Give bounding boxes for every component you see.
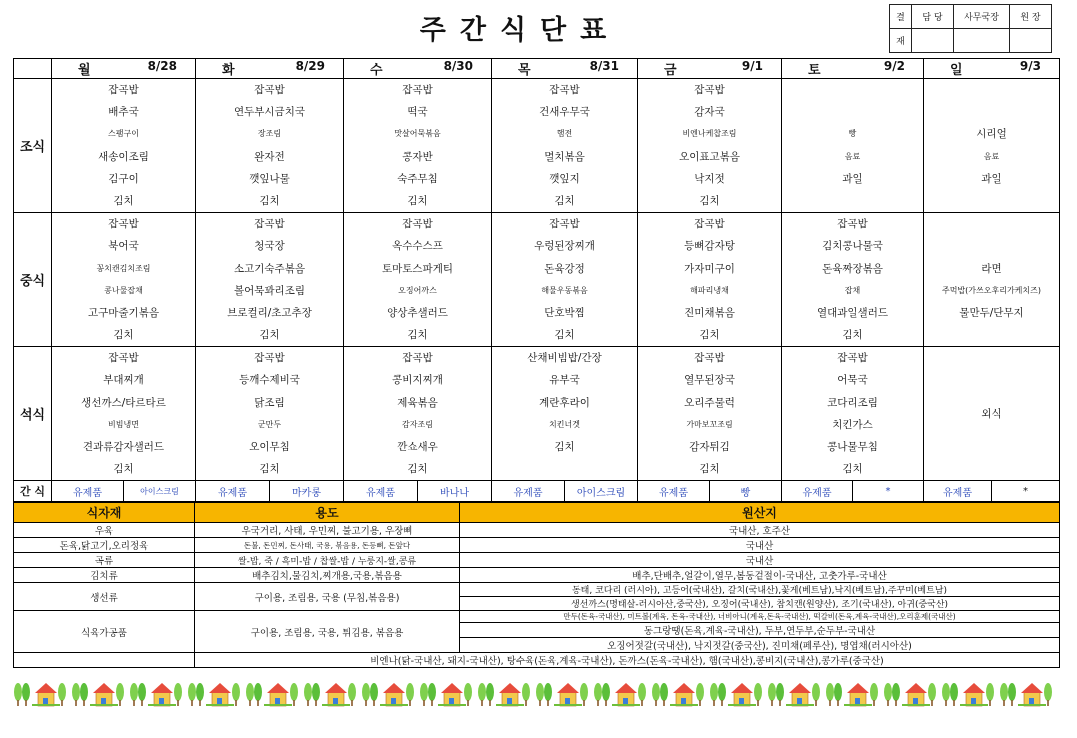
menu-item: 햄전 (556, 129, 573, 139)
menu-cell (638, 213, 782, 347)
snack-cell (344, 481, 492, 502)
menu-item: 계란후라이 (539, 396, 590, 409)
menu-item: 감자튀김 (689, 441, 730, 453)
menu-item: 맛살어묵볶음 (394, 129, 441, 139)
origin-value: 국내산, 호주산 (460, 523, 1060, 538)
tree-icon (232, 683, 240, 701)
menu-item: 김치 (842, 463, 863, 476)
menu-item: 새송이조림 (98, 150, 149, 163)
tree-icon (696, 683, 704, 701)
menu-item: 오징어까스 (398, 285, 437, 295)
menu-item: 소고기숙주볶음 (233, 262, 305, 275)
tree-icon (22, 683, 30, 701)
menu-item: 해파리냉채 (690, 285, 729, 295)
menu-item: 김치 (407, 194, 428, 207)
tree-icon (174, 683, 182, 701)
menu-cell (196, 213, 344, 347)
menu-item: 잡곡밥 (837, 352, 868, 365)
tree-icon (660, 683, 668, 701)
menu-cell (924, 213, 1060, 347)
day-date: 8/28 (147, 59, 177, 73)
menu-item: 부대찌개 (103, 374, 144, 387)
menu-item: 청국장 (254, 240, 285, 253)
day-name: 월 (78, 63, 91, 78)
tree-icon (196, 683, 204, 701)
origin-row (14, 538, 1060, 553)
approval-sign-cell[interactable] (1010, 29, 1052, 53)
menu-item: 우렁된장찌개 (534, 240, 595, 253)
menu-item: 가마보꼬조림 (686, 419, 733, 429)
menu-item: 김치 (699, 194, 720, 207)
menu-item: 김치 (407, 463, 428, 476)
menu-item: 스팸구이 (108, 129, 139, 139)
menu-item: 잡곡밥 (837, 218, 868, 231)
tree-icon (580, 683, 588, 701)
menu-item: 김치 (259, 194, 280, 207)
meal-label: 조식 (14, 79, 52, 213)
menu-item: 김치 (407, 329, 428, 342)
menu-cell (344, 79, 492, 213)
snack-cell (196, 481, 344, 502)
menu-item: 오이표고볶음 (679, 150, 740, 163)
tree-icon (776, 683, 784, 701)
menu-item: 김치 (113, 463, 134, 476)
menu-item: 외식 (981, 407, 1002, 420)
tree-icon (884, 683, 892, 701)
menu-cell (492, 347, 638, 481)
snack-cell (638, 481, 782, 502)
menu-item (782, 190, 923, 212)
origin-ingredient: 식육가공품 (14, 611, 195, 653)
tree-icon (464, 683, 472, 701)
origin-value: 배추,단배추,얼갈이,열무,봄동겉절이-국내산, 고춧가루-국내산 (460, 568, 1060, 583)
menu-item: 감자조림 (402, 419, 433, 429)
menu-item: 닭조림 (254, 396, 285, 409)
menu-item: 토마토스파게티 (381, 262, 453, 275)
menu-item: 오리주물럭 (684, 396, 735, 409)
approval-sign-cell[interactable] (954, 29, 1010, 53)
origin-ingredient: 김치류 (14, 568, 195, 583)
menu-cell (196, 79, 344, 213)
tree-icon (892, 683, 900, 701)
tree-icon (304, 683, 312, 701)
tree-icon (138, 683, 146, 701)
snack-cell (492, 481, 638, 502)
meal-row (14, 347, 1060, 481)
day-date: 9/2 (883, 59, 905, 73)
tree-icon (362, 683, 370, 701)
menu-cell (782, 347, 924, 481)
menu-cell (924, 79, 1060, 213)
origin-use: 배추김치,물김치,찌개용,국용,볶음용 (195, 568, 460, 583)
corner-cell (14, 59, 52, 79)
menu-item: 볼어묵꽈리조림 (233, 284, 305, 297)
menu-cell (492, 213, 638, 347)
menu-cell (52, 79, 196, 213)
menu-item: 콩나물잡채 (104, 285, 143, 295)
tree-icon (638, 683, 646, 701)
snack-label: 간 식 (14, 481, 52, 502)
menu-item: 김치 (554, 329, 575, 342)
menu-item: 김치 (259, 463, 280, 476)
menu-item: 과일 (842, 172, 863, 185)
menu-cell (492, 79, 638, 213)
menu-item: 생선까스/타르타르 (81, 396, 166, 409)
menu-item: 어묵국 (837, 374, 868, 387)
menu-item (924, 101, 1059, 123)
day-date: 9/3 (1019, 59, 1041, 73)
menu-item (924, 79, 1059, 101)
menu-item: 떡국 (407, 106, 428, 119)
tree-icon (754, 683, 762, 701)
approval-col-manager: 담 당 (912, 5, 954, 29)
day-header (782, 59, 924, 79)
menu-item (782, 101, 923, 123)
menu-cell (638, 347, 782, 481)
menu-item: 과일 (981, 172, 1002, 185)
tree-icon (718, 683, 726, 701)
snack-item: 마카롱 (269, 481, 343, 501)
day-header (492, 59, 638, 79)
tree-icon (348, 683, 356, 701)
menu-item: 낙지젓 (694, 172, 725, 185)
meal-label: 중식 (14, 213, 52, 347)
menu-item: 김치 (259, 329, 280, 342)
menu-item: 잡곡밥 (254, 84, 285, 96)
menu-item (924, 190, 1059, 212)
menu-item: 잡곡밥 (402, 218, 433, 231)
menu-item: 코다리조림 (827, 396, 878, 409)
menu-item: 열무된장국 (684, 374, 735, 387)
approval-box (889, 4, 1052, 53)
menu-item: 돈육짜장볶음 (822, 262, 883, 275)
menu-item: 잡곡밥 (694, 218, 725, 231)
menu-item (924, 213, 1059, 235)
snack-item: 아이스크림 (564, 481, 637, 501)
origin-ingredient: 우육 (14, 523, 195, 538)
tree-icon (522, 683, 530, 701)
menu-item: 음료 (844, 151, 861, 161)
menu-item: 김치 (699, 329, 720, 342)
menu-item: 김치 (699, 463, 720, 476)
tree-icon (370, 683, 378, 701)
day-date: 8/29 (295, 59, 325, 73)
day-name: 일 (950, 63, 963, 78)
origin-header-row (14, 503, 1060, 523)
day-header (344, 59, 492, 79)
tree-icon (710, 683, 718, 701)
meal-row (14, 213, 1060, 347)
menu-cell (196, 347, 344, 481)
day-date: 8/30 (443, 59, 473, 73)
tree-icon (1008, 683, 1016, 701)
page-title: 주간식단표 (419, 15, 621, 46)
menu-item: 산채비빔밥/간장 (527, 352, 602, 365)
approval-sign-cell[interactable] (912, 29, 954, 53)
tree-icon (544, 683, 552, 701)
menu-item: 꽁치캔김치조림 (96, 263, 151, 273)
menu-item: 유부국 (549, 374, 580, 387)
menu-item: 등깨수제비국 (239, 374, 300, 387)
menu-item: 김치 (113, 329, 134, 342)
menu-item: 북어국 (108, 240, 139, 253)
menu-item: 시리얼 (976, 128, 1007, 141)
origin-use: 돈불, 돈민찌, 돈사태, 국용, 볶음용, 돈등뼈, 돈앞다 (195, 538, 460, 553)
tree-icon (986, 683, 994, 701)
origin-value: 만두(돈육-국내산), 미트볼(계육, 돈육-국내산), 너비아니(계육,돈육-국내산), 떡갈비(돈육,계육-국내산),오리훈제(국내산) (460, 611, 1060, 623)
menu-item: 잡곡밥 (549, 84, 580, 96)
menu-cell (52, 347, 196, 481)
origin-value: 국내산 (460, 538, 1060, 553)
menu-item: 잡곡밥 (108, 352, 139, 365)
menu-item: 잡곡밥 (402, 84, 433, 96)
approval-col-director: 사무국장 (954, 5, 1010, 29)
menu-item: 양상추샐러드 (387, 306, 448, 319)
origin-ingredient: 생선류 (14, 583, 195, 611)
snack-item: 유제품 (513, 487, 543, 499)
tree-icon (58, 683, 66, 701)
day-name: 화 (222, 63, 235, 78)
origin-value: 국내산 (460, 553, 1060, 568)
snack-item: 유제품 (943, 487, 972, 499)
menu-item: 콩나물무침 (827, 441, 878, 453)
tree-icon (602, 683, 610, 701)
menu-item: 잡곡밥 (254, 218, 285, 231)
tree-icon (406, 683, 414, 701)
tree-icon (652, 683, 660, 701)
day-date: 8/31 (589, 59, 619, 73)
menu-item: 주먹밥(가쓰오후리가케치즈) (942, 285, 1041, 295)
snack-item: 유제품 (802, 487, 832, 499)
menu-item: 깻잎지 (549, 172, 580, 185)
origin-value: 오징어젓갈(국내산), 낙지젓갈(중국산), 진미채(페루산), 명엽채(러시아산) (460, 638, 1060, 653)
tree-icon (834, 683, 842, 701)
menu-item (782, 79, 923, 101)
menu-item: 물만두/단무지 (959, 306, 1024, 319)
origin-use: 구이용, 조림용, 국용, 튀김용, 볶음용 (195, 611, 460, 653)
origin-table (13, 502, 1060, 668)
day-header-row (14, 59, 1060, 79)
origin-header-ingredient: 식자재 (14, 503, 195, 523)
snack-item: 빵 (709, 481, 781, 501)
menu-item: 감자국 (694, 106, 725, 119)
origin-ingredient: 곡류 (14, 553, 195, 568)
origin-row (14, 568, 1060, 583)
snack-item: * (852, 481, 923, 501)
weekly-menu-table (13, 58, 1060, 502)
snack-cell (782, 481, 924, 502)
day-header (924, 59, 1060, 79)
tree-icon (116, 683, 124, 701)
day-name: 목 (518, 63, 531, 78)
tree-icon (246, 683, 254, 701)
menu-item: 김치 (113, 194, 134, 207)
tree-icon (870, 683, 878, 701)
day-name: 수 (370, 63, 383, 78)
snack-item: * (991, 481, 1059, 501)
tree-icon (130, 683, 138, 701)
origin-value: 생선까스(명태살-러시아산,중국산), 오징어(국내산), 참치캔(원양산), 조기(국내산), 아귀(중국산) (460, 597, 1060, 611)
menu-item: 콩비지찌개 (392, 374, 443, 387)
tree-icon (950, 683, 958, 701)
menu-item: 라면 (981, 262, 1002, 275)
snack-item: 유제품 (218, 487, 247, 499)
origin-ingredient: 돈육,닭고기,오리정육 (14, 538, 195, 553)
menu-item (924, 235, 1059, 257)
tree-icon (812, 683, 820, 701)
tree-icon (826, 683, 834, 701)
menu-item: 잡채 (844, 285, 861, 295)
origin-row (14, 523, 1060, 538)
tree-icon (536, 683, 544, 701)
tree-icon (14, 683, 22, 701)
menu-cell (782, 79, 924, 213)
menu-item: 고구마줄기볶음 (87, 306, 159, 319)
snack-item: 유제품 (73, 487, 102, 499)
origin-header-use: 용도 (195, 503, 460, 523)
menu-item: 잡곡밥 (108, 84, 139, 96)
menu-cell (638, 79, 782, 213)
menu-item (492, 458, 637, 480)
menu-item: 진미채볶음 (684, 306, 735, 319)
snack-item: 유제품 (366, 487, 395, 499)
tree-icon (928, 683, 936, 701)
menu-item: 김치 (842, 329, 863, 342)
menu-item: 등뼈감자탕 (684, 240, 735, 253)
menu-item: 김치 (554, 194, 575, 207)
approval-side-label: 재 (890, 29, 912, 53)
tree-icon (420, 683, 428, 701)
menu-item: 완자전 (254, 150, 285, 163)
origin-header-origin: 원산지 (460, 503, 1060, 523)
origin-use: 우국거리, 사태, 우민찌, 불고기용, 우장삐 (195, 523, 460, 538)
menu-item: 김치콩나물국 (822, 240, 883, 253)
origin-spacer (14, 653, 195, 668)
menu-item: 잡곡밥 (254, 352, 285, 365)
tree-icon (290, 683, 298, 701)
snack-item: 아이스크림 (123, 481, 195, 501)
tree-icon (486, 683, 494, 701)
snack-cell (924, 481, 1060, 502)
tree-icon (768, 683, 776, 701)
day-name: 토 (808, 63, 821, 78)
tree-icon (428, 683, 436, 701)
day-header (196, 59, 344, 79)
menu-item: 견과류감자샐러드 (82, 441, 165, 453)
origin-row (14, 583, 1060, 597)
menu-cell (52, 213, 196, 347)
menu-item: 단호박찜 (544, 306, 585, 319)
menu-item: 배추국 (108, 106, 139, 119)
menu-item: 치킨너겟 (549, 419, 580, 429)
menu-item: 잡곡밥 (402, 352, 433, 365)
menu-item: 깻잎나물 (249, 172, 290, 185)
menu-item: 김치 (554, 441, 575, 453)
tree-icon (478, 683, 486, 701)
tree-icon (80, 683, 88, 701)
snack-item: 유제품 (659, 487, 688, 499)
day-header (638, 59, 782, 79)
approval-side-label: 결 (890, 5, 912, 29)
menu-item: 콩자반 (402, 150, 433, 163)
snack-cell (52, 481, 196, 502)
menu-item: 장조림 (257, 129, 282, 139)
menu-cell (924, 347, 1060, 481)
tree-icon (254, 683, 262, 701)
tree-icon (312, 683, 320, 701)
origin-row (14, 553, 1060, 568)
menu-item: 숙주무침 (397, 172, 438, 185)
origin-row (14, 611, 1060, 623)
menu-item: 건새우무국 (539, 106, 590, 119)
menu-item: 군만두 (257, 419, 282, 429)
origin-use: 구이용, 조림용, 국용 (무침,볶음용) (195, 583, 460, 611)
menu-item: 열대과일샐러드 (816, 306, 888, 319)
menu-item: 비빔냉면 (108, 419, 139, 429)
day-header (52, 59, 196, 79)
tree-icon (72, 683, 80, 701)
origin-value: 비엔나(닭-국내산, 돼지-국내산), 탕수육(돈육,계육-국내산), 돈까스(돈육-국내산), 햄(국내산),콩비지(국내산),콩가루(중국산) (195, 653, 1060, 668)
origin-value: 동태, 코다리 (러시아), 고등어(국내산), 갈치(국내산),꽃게(베트남),낙지(베트남),주꾸미(베트남) (460, 583, 1060, 597)
approval-col-head: 원 장 (1010, 5, 1052, 29)
menu-cell (782, 213, 924, 347)
menu-item: 김구이 (108, 172, 139, 185)
tree-icon (942, 683, 950, 701)
origin-row (14, 653, 1060, 668)
menu-item: 깐쇼새우 (397, 441, 438, 453)
origin-use: 쌀-밥, 죽 / 흑미-밥 / 찹쌀-밥 / 누룽지-쌀,콩류 (195, 553, 460, 568)
menu-item: 옥수수스프 (392, 240, 443, 253)
menu-cell (344, 213, 492, 347)
menu-item: 제육볶음 (397, 396, 438, 409)
tree-icon (1000, 683, 1008, 701)
tree-icon (1044, 683, 1052, 701)
menu-item: 비엔나케찹조림 (682, 129, 737, 139)
meal-label: 석식 (14, 347, 52, 481)
menu-item: 브로컬리/초고추장 (227, 306, 312, 319)
day-name: 금 (664, 63, 677, 78)
menu-item: 음료 (983, 151, 1000, 161)
menu-cell (344, 347, 492, 481)
menu-item: 오이무침 (249, 441, 290, 453)
menu-item: 해물우동볶음 (541, 285, 588, 295)
day-date: 9/1 (741, 59, 763, 73)
menu-item: 잡곡밥 (108, 218, 139, 231)
menu-item: 멸치볶음 (544, 150, 585, 163)
menu-item: 잡곡밥 (694, 84, 725, 96)
snack-row (14, 481, 1060, 502)
tree-icon (188, 683, 196, 701)
menu-item: 빵 (848, 129, 857, 139)
snack-item: 바나나 (417, 481, 491, 501)
menu-item: 돈육강정 (544, 262, 585, 275)
tree-icon (594, 683, 602, 701)
origin-value: 동그랑땡(돈육,계육-국내산), 두부,연두부,순두부-국내산 (460, 623, 1060, 638)
meal-row (14, 79, 1060, 213)
decor-border (14, 678, 1060, 710)
menu-item: 연두부시금치국 (233, 106, 305, 119)
menu-item (924, 324, 1059, 346)
menu-item: 치킨가스 (832, 418, 873, 431)
menu-item: 잡곡밥 (694, 352, 725, 365)
menu-item: 가자미구이 (684, 262, 735, 275)
menu-item: 잡곡밥 (549, 218, 580, 231)
